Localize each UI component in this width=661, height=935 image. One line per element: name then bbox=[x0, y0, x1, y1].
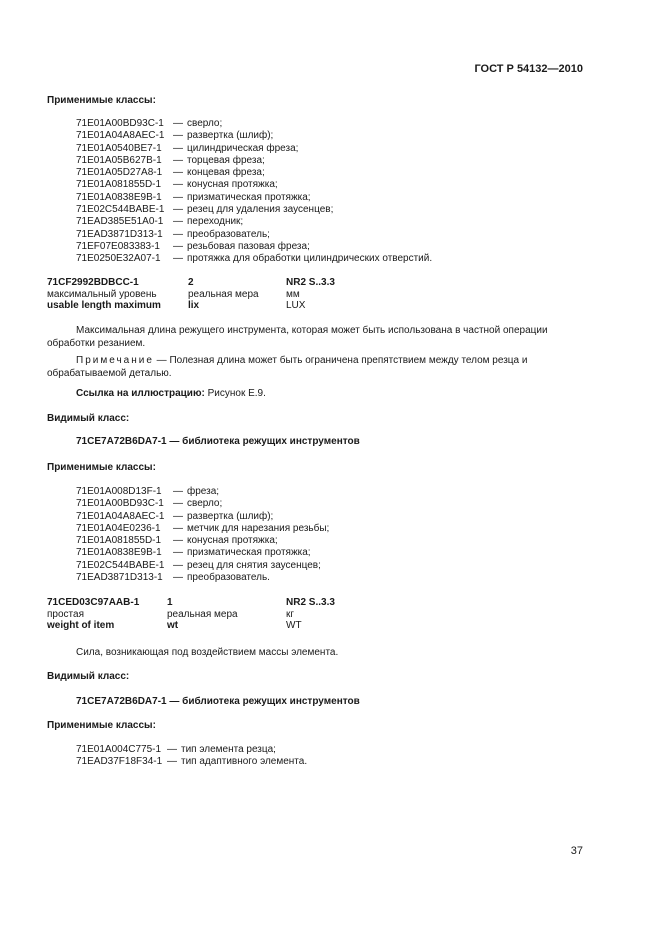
class-code: 71E01A0838E9B-1 bbox=[76, 547, 162, 559]
dash-separator: — bbox=[173, 253, 183, 265]
class-description: торцевая фреза; bbox=[187, 154, 265, 166]
class-code: 71EF07E083383-1 bbox=[76, 240, 160, 252]
class-code: 71E01A0540BE7-1 bbox=[76, 142, 162, 154]
note-text: — Полезная длина может быть ограничена препятствием между телом резца и обрабатываемой деталью. bbox=[47, 355, 528, 379]
class-description: концевая фреза; bbox=[187, 167, 265, 179]
list-item bbox=[76, 523, 329, 535]
visible-class-heading: Видимый класс: bbox=[47, 413, 130, 424]
class-code: 71E01A04A8AEC-1 bbox=[76, 510, 165, 522]
list-item bbox=[76, 756, 307, 768]
visible-class-value: 71CE7A72B6DA7-1 — библиотека режущих инструментов bbox=[76, 436, 360, 447]
applicable-classes-list bbox=[76, 744, 307, 769]
list-item bbox=[76, 547, 329, 559]
class-code: 71E01A04A8AEC-1 bbox=[76, 130, 165, 142]
class-code: 71E02C544BABE-1 bbox=[76, 204, 165, 216]
visible-class-value: 71CE7A72B6DA7-1 — библиотека режущих инструментов bbox=[76, 696, 360, 707]
page-number: 37 bbox=[570, 845, 583, 857]
list-item bbox=[76, 744, 307, 756]
dash-separator: — bbox=[173, 228, 183, 240]
applicable-classes-heading: Применимые классы: bbox=[47, 462, 156, 473]
property-version: 2 bbox=[188, 277, 194, 288]
dash-separator: — bbox=[173, 547, 183, 559]
property-unit-en: LUX bbox=[286, 300, 306, 311]
class-code: 71E01A00BD93C-1 bbox=[76, 498, 164, 510]
document-header: ГОСТ Р 54132—2010 bbox=[474, 63, 583, 75]
list-item bbox=[76, 229, 432, 241]
class-code: 71E0250E32A07-1 bbox=[76, 253, 161, 265]
class-description: резец для снятия заусенцев; bbox=[187, 559, 321, 571]
list-item bbox=[76, 560, 329, 572]
dash-separator: — bbox=[173, 572, 183, 584]
property-type-ru: реальная мера bbox=[188, 288, 259, 300]
property-name-en: usable length maximum bbox=[47, 300, 161, 311]
class-code: 71E01A081855D-1 bbox=[76, 179, 162, 191]
class-description: сверло; bbox=[187, 118, 223, 129]
applicable-classes-list bbox=[76, 486, 329, 584]
property-code: 71CF2992BDBCC-1 bbox=[47, 277, 139, 288]
list-item bbox=[76, 204, 432, 216]
applicable-classes-heading: Применимые классы: bbox=[47, 720, 156, 731]
illustration-label: Ссылка на иллюстрацию: bbox=[76, 388, 205, 399]
illustration-reference bbox=[47, 387, 583, 400]
class-description: конусная протяжка; bbox=[187, 535, 278, 547]
property-type-ru: реальная мера bbox=[167, 608, 238, 620]
property-definition: Максимальная длина режущего инструмента, которая может быть использована в частной операции обработки резанием. bbox=[47, 325, 548, 349]
class-code: 71EAD3871D313-1 bbox=[76, 572, 163, 584]
dash-separator: — bbox=[173, 118, 183, 129]
list-item bbox=[76, 511, 329, 523]
property-symbol: lix bbox=[188, 300, 200, 311]
class-description: призматическая протяжка; bbox=[187, 547, 311, 559]
dash-separator: — bbox=[173, 204, 183, 216]
list-item bbox=[76, 241, 432, 253]
property-definition: Сила, возникающая под воздействием массы элемента. bbox=[76, 647, 339, 658]
class-code: 71EAD37F18F34-1 bbox=[76, 756, 163, 768]
class-description: конусная протяжка; bbox=[187, 179, 278, 191]
property-name-ru: максимальный уровень bbox=[47, 288, 157, 300]
class-code: 71E01A0838E9B-1 bbox=[76, 191, 162, 203]
class-description: фреза; bbox=[187, 486, 220, 497]
list-item bbox=[76, 498, 329, 510]
dash-separator: — bbox=[167, 756, 177, 768]
class-code: 71E01A05B627B-1 bbox=[76, 154, 162, 166]
property-code: 71CED03C97AAB-1 bbox=[47, 597, 140, 608]
property-version: 1 bbox=[167, 597, 173, 608]
class-code: 71E01A081855D-1 bbox=[76, 535, 162, 547]
dash-separator: — bbox=[173, 130, 183, 142]
list-item bbox=[76, 118, 432, 130]
class-code: 71E01A04E0236-1 bbox=[76, 522, 161, 534]
list-item bbox=[76, 572, 329, 584]
dash-separator: — bbox=[173, 191, 183, 203]
list-item bbox=[76, 167, 432, 179]
dash-separator: — bbox=[173, 240, 183, 252]
class-description: цилиндрическая фреза; bbox=[187, 142, 299, 154]
illustration-value: Рисунок Е.9. bbox=[204, 388, 266, 399]
class-code: 71E02C544BABE-1 bbox=[76, 559, 165, 571]
property-note bbox=[47, 354, 583, 380]
dash-separator: — bbox=[173, 559, 183, 571]
class-description: резьбовая пазовая фреза; bbox=[187, 240, 310, 252]
property-reference: NR2 S..3.3 bbox=[286, 277, 335, 288]
dash-separator: — bbox=[173, 142, 183, 154]
class-code: 71E01A05D27A8-1 bbox=[76, 167, 163, 179]
dash-separator: — bbox=[173, 510, 183, 522]
dash-separator: — bbox=[167, 744, 177, 755]
list-item bbox=[76, 130, 432, 142]
dash-separator: — bbox=[173, 167, 183, 179]
property-unit-ru: мм bbox=[286, 288, 300, 300]
list-item bbox=[76, 216, 432, 228]
class-description: метчик для нарезания резьбы; bbox=[187, 522, 330, 534]
dash-separator: — bbox=[173, 498, 183, 510]
class-code: 71E01A004C775-1 bbox=[76, 744, 162, 755]
class-description: протяжка для обработки цилиндрических отверстий. bbox=[187, 253, 433, 265]
class-description: переходник; bbox=[187, 216, 244, 228]
dash-separator: — bbox=[173, 486, 183, 497]
class-description: тип элемента резца; bbox=[181, 744, 276, 755]
dash-separator: — bbox=[173, 154, 183, 166]
list-item bbox=[76, 155, 432, 167]
class-description: развертка (шлиф); bbox=[187, 130, 274, 142]
class-code: 71EAD3871D313-1 bbox=[76, 228, 163, 240]
note-label: Примечание bbox=[76, 355, 154, 366]
property-name-en: weight of item bbox=[47, 620, 115, 631]
dash-separator: — bbox=[173, 522, 183, 534]
class-description: тип адаптивного элемента. bbox=[181, 756, 308, 768]
class-description: сверло; bbox=[187, 498, 223, 510]
list-item bbox=[76, 486, 329, 498]
list-item bbox=[76, 143, 432, 155]
class-description: преобразователь; bbox=[187, 228, 270, 240]
class-description: резец для удаления заусенцев; bbox=[187, 204, 334, 216]
property-symbol: wt bbox=[167, 620, 179, 631]
class-code: 71E01A008D13F-1 bbox=[76, 486, 162, 497]
class-code: 71E01A00BD93C-1 bbox=[76, 118, 164, 129]
class-code: 71EAD385E51A0-1 bbox=[76, 216, 164, 228]
class-description: развертка (шлиф); bbox=[187, 510, 274, 522]
list-item bbox=[76, 535, 329, 547]
class-description: преобразователь. bbox=[187, 572, 270, 584]
list-item bbox=[76, 179, 432, 191]
list-item bbox=[76, 253, 432, 265]
property-reference: NR2 S..3.3 bbox=[286, 597, 335, 608]
applicable-classes-list bbox=[76, 118, 432, 266]
class-description: призматическая протяжка; bbox=[187, 191, 311, 203]
property-unit-en: WT bbox=[286, 620, 302, 631]
list-item bbox=[76, 192, 432, 204]
dash-separator: — bbox=[173, 535, 183, 547]
dash-separator: — bbox=[173, 179, 183, 191]
property-name-ru: простая bbox=[47, 608, 84, 620]
dash-separator: — bbox=[173, 216, 183, 228]
applicable-classes-heading: Применимые классы: bbox=[47, 95, 156, 106]
property-unit-ru: кг bbox=[286, 608, 295, 620]
visible-class-heading: Видимый класс: bbox=[47, 671, 130, 682]
